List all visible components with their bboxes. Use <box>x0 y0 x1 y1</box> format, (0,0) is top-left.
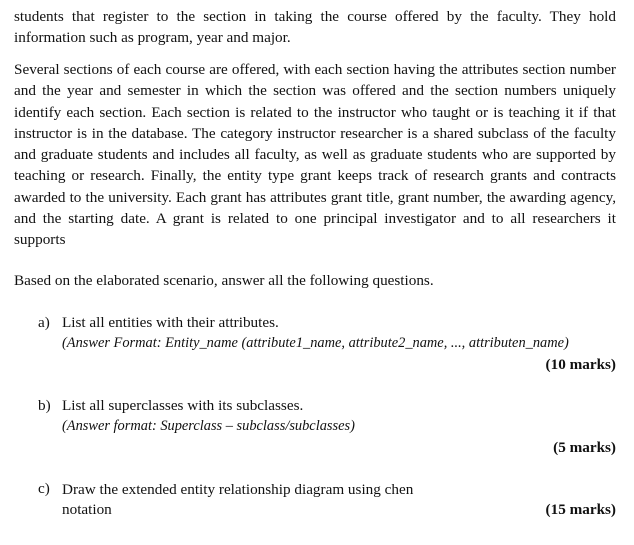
scenario-paragraph-1: students that register to the section in taking the course offered by the faculty. They hold information such as program, year and major. <box>14 8 616 47</box>
question-text: List all entities with their attributes. <box>62 314 279 331</box>
instruction-paragraph: Based on the elaborated scenario, answer all the following questions. <box>14 272 434 289</box>
question-text: Draw the extended entity relationship diagram using chen notation <box>62 481 414 518</box>
question-marks: (5 marks) <box>553 439 616 456</box>
question-marks: (15 marks) <box>545 501 616 518</box>
answer-format: (Answer format: Superclass – subclass/subclasses) <box>62 418 355 434</box>
question-marks: (10 marks) <box>545 356 616 373</box>
question-text: List all superclasses with its subclasses. <box>62 397 304 414</box>
question-marker: b) <box>38 397 51 414</box>
answer-format: (Answer Format: Entity_name (attribute1_name, attribute2_name, ..., attributen_name) <box>62 335 569 351</box>
question-marker: a) <box>38 314 50 331</box>
question-marker: c) <box>38 480 50 497</box>
scenario-paragraph-2: Several sections of each course are offered, with each section having the attributes section number and the year and semester in which the section was offered and the section numbers uniquely identify each section. Each section is related to the instructor who taught or is teaching it if that instructor is in the database. The category instructor researcher is a shared subclass of the faculty and graduate students and includes all faculty, as well as graduate students who are supported by teaching or research. Finally, the entity type grant keeps track of research grants and contracts awarded to the university. Each grant has attributes grant title, grant number, the awarding agency, and the starting date. A grant is related to one principal investigator and to all researchers it supports <box>14 61 616 249</box>
